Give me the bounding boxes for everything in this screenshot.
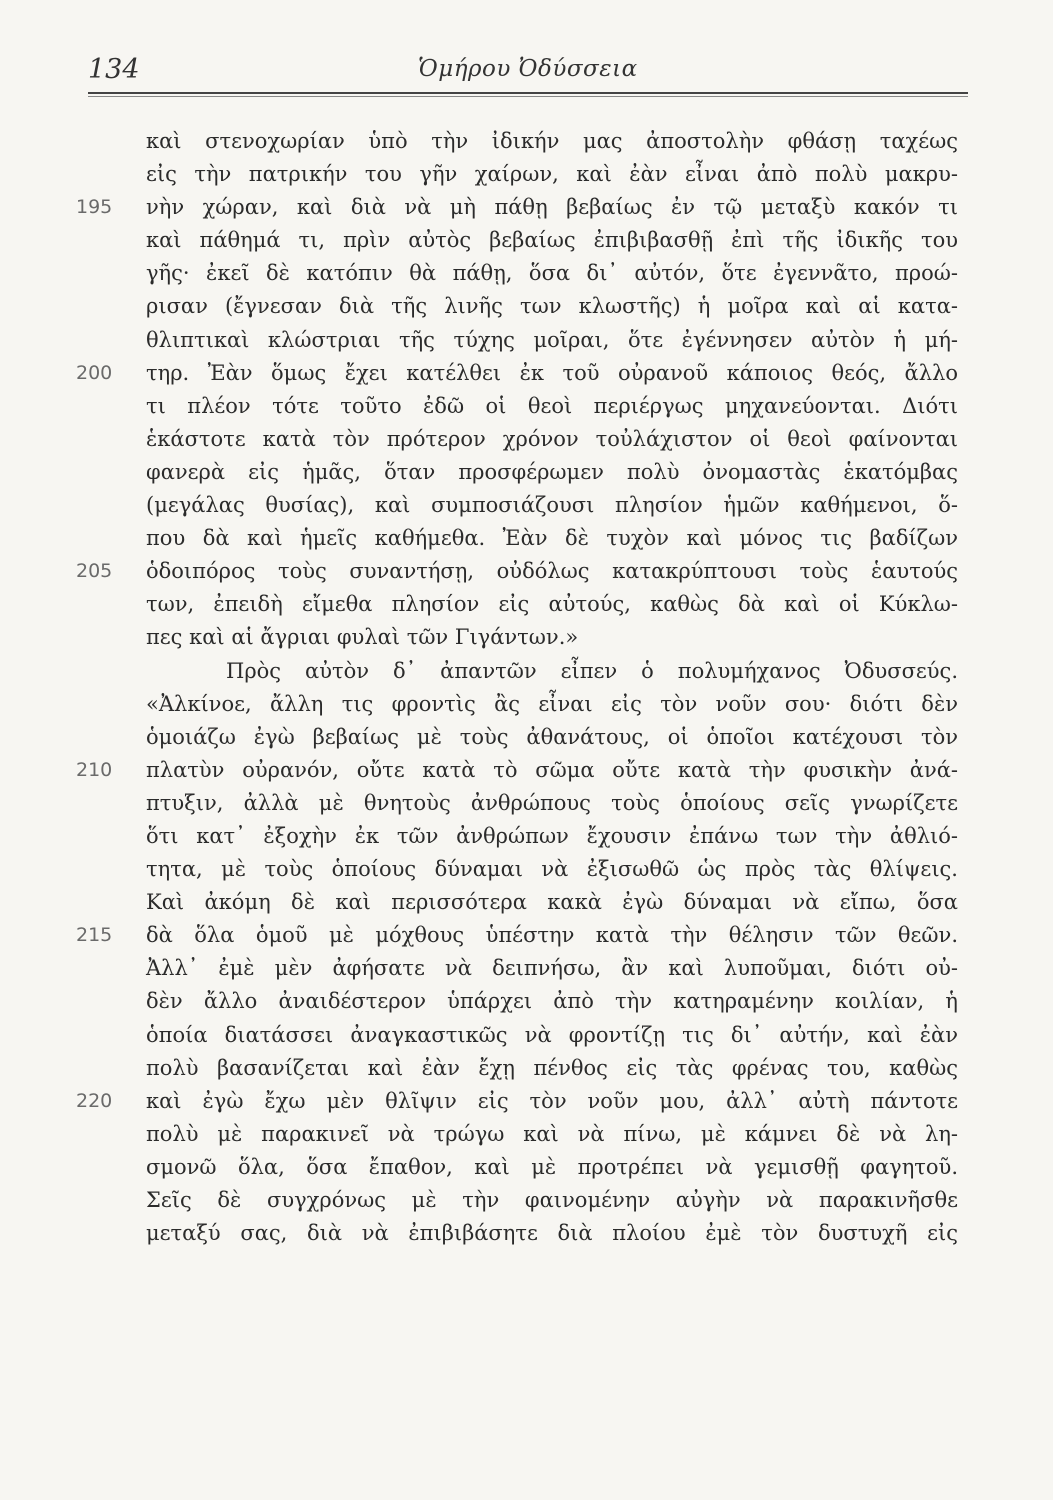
text-line bbox=[146, 1217, 958, 1250]
text-line bbox=[146, 489, 958, 522]
text-line bbox=[146, 952, 958, 985]
line-text: ἑκάστοτε κατὰ τὸν πρότερον χρόνον τοὐλάχιστον οἱ θεοὶ φαίνονται bbox=[146, 426, 958, 451]
text-line bbox=[76, 1085, 958, 1118]
text-line bbox=[146, 158, 958, 191]
line-text: εἰς τὴν πατρικήν του γῆν χαίρων, καὶ ἐὰν εἶναι ἀπὸ πολὺ μακρυ- bbox=[146, 162, 958, 187]
line-text: ρισαν (ἔγνεσαν διὰ τῆς λινῆς των κλωστῆς) ἡ μοῖρα καὶ αἱ κατα- bbox=[146, 294, 958, 319]
line-text: καὶ πάθημά τι, πρὶν αὐτὸς βεβαίως ἐπιβιβασθῇ ἐπὶ τῆς ἰδικῆς του bbox=[146, 228, 958, 253]
line-text: καὶ στενοχωρίαν ὑπὸ τὴν ἰδικήν μας ἀποστολὴν φθάσῃ ταχέως bbox=[146, 129, 958, 153]
text-line bbox=[146, 621, 958, 654]
line-number: 195 bbox=[76, 196, 113, 219]
line-text: Πρὸς αὐτὸν δ᾽ ἀπαντῶν εἶπεν ὁ πολυμήχανος Ὀδυσσεύς. bbox=[226, 658, 958, 683]
text-line bbox=[146, 290, 958, 323]
body-text bbox=[76, 125, 958, 1250]
text-line bbox=[146, 390, 958, 423]
text-line bbox=[146, 224, 958, 257]
line-text: καὶ ἐγὼ ἔχω μὲν θλῖψιν εἰς τὸν νοῦν μου, ἀλλ᾽ αὐτὴ πάντοτε bbox=[146, 1088, 958, 1113]
line-text: πτυξιν, ἀλλὰ μὲ θνητοὺς ἀνθρώπους τοὺς ὁποίους σεῖς γνωρίζετε bbox=[146, 790, 958, 815]
text-line bbox=[146, 1184, 958, 1217]
line-text: φανερὰ εἰς ἡμᾶς, ὅταν προσφέρωμεν πολὺ ὀνομαστὰς ἑκατόμβας bbox=[146, 459, 958, 484]
line-text: ὁμοιάζω ἐγὼ βεβαίως μὲ τοὺς ἀθανάτους, οἱ ὁποῖοι κατέχουσι τὸν bbox=[146, 724, 958, 749]
text-line bbox=[146, 588, 958, 621]
line-text: ὁδοιπόρος τοὺς συναντήσῃ, οὐδόλως κατακρύπτουσι τοὺς ἑαυτούς bbox=[146, 559, 958, 584]
header-rule-thin bbox=[88, 96, 968, 97]
text-line bbox=[146, 787, 958, 820]
text-line bbox=[76, 357, 958, 390]
line-text: δὲν ἄλλο ἀναιδέστερον ὑπάρχει ἀπὸ τὴν κατηραμένην κοιλίαν, ἡ bbox=[146, 989, 958, 1014]
text-line bbox=[146, 1118, 958, 1151]
text-line bbox=[146, 1151, 958, 1184]
line-text: πλατὺν οὐρανόν, οὔτε κατὰ τὸ σῶμα οὔτε κατὰ τὴν φυσικὴν ἀνά- bbox=[146, 757, 958, 782]
text-line bbox=[146, 886, 958, 919]
line-text: μεταξύ σας, διὰ νὰ ἐπιβιβάσητε διὰ πλοίου ἐμὲ τὸν δυστυχῆ εἰς bbox=[146, 1221, 958, 1246]
page-number: 134 bbox=[88, 54, 140, 85]
text-line bbox=[146, 655, 958, 688]
running-title: Ὁμήρου Ὀδύσσεια bbox=[418, 56, 638, 82]
line-text: γῆς· ἐκεῖ δὲ κατόπιν θὰ πάθῃ, ὅσα δι᾽ αὐτόν, ὅτε ἐγεννᾶτο, προώ- bbox=[146, 261, 958, 286]
line-text: ὁποία διατάσσει ἀναγκαστικῶς νὰ φροντίζῃ τις δι᾽ αὐτήν, καὶ ἐὰν bbox=[146, 1022, 958, 1047]
text-line bbox=[146, 522, 958, 555]
line-text: των, ἐπειδὴ εἴμεθα πλησίον εἰς αὐτούς, καθὼς δὰ καὶ οἱ Κύκλω- bbox=[146, 592, 958, 617]
line-text: ὅτι κατ᾽ ἐξοχὴν ἐκ τῶν ἀνθρώπων ἔχουσιν ἐπάνω των τὴν ἀθλιό- bbox=[146, 823, 958, 848]
line-text: Σεῖς δὲ συγχρόνως μὲ τὴν φαινομένην αὐγὴν νὰ παρακινῆσθε bbox=[146, 1188, 958, 1212]
text-line bbox=[76, 555, 958, 588]
line-text: σμονῶ ὅλα, ὅσα ἔπαθον, καὶ μὲ προτρέπει νὰ γεμισθῇ φαγητοῦ. bbox=[146, 1154, 958, 1179]
line-text: τι πλέον τότε τοῦτο ἐδῶ οἱ θεοὶ περιέργως μηχανεύονται. Διότι bbox=[146, 393, 958, 418]
line-text: πολὺ βασανίζεται καὶ ἐὰν ἔχῃ πένθος εἰς τὰς φρένας του, καθὼς bbox=[146, 1055, 958, 1080]
line-text: τηρ. Ἐὰν ὅμως ἔχει κατέλθει ἐκ τοῦ οὐρανοῦ κάποιος θεός, ἄλλο bbox=[146, 360, 958, 385]
line-number: 220 bbox=[76, 1089, 113, 1112]
line-number: 210 bbox=[76, 758, 113, 781]
line-text: που δὰ καὶ ἡμεῖς καθήμεθα. Ἐὰν δὲ τυχὸν καὶ μόνος τις βαδίζων bbox=[146, 526, 958, 551]
text-line bbox=[146, 721, 958, 754]
line-text: πολὺ μὲ παρακινεῖ νὰ τρώγω καὶ νὰ πίνω, μὲ κάμνει δὲ νὰ λη- bbox=[146, 1121, 958, 1146]
line-text: τητα, μὲ τοὺς ὁποίους δύναμαι νὰ ἐξισωθῶ ὡς πρὸς τὰς θλίψεις. bbox=[146, 857, 958, 882]
line-text: «Ἀλκίνοε, ἄλλη τις φροντὶς ἂς εἶναι εἰς τὸν νοῦν σου· διότι δὲν bbox=[146, 691, 958, 716]
text-line bbox=[76, 754, 958, 787]
line-text: θλιπτικαὶ κλώστριαι τῆς τύχης μοῖραι, ὅτε ἐγέννησεν αὐτὸν ἡ μή- bbox=[146, 327, 958, 352]
line-text: (μεγάλας θυσίας), καὶ συμποσιάζουσι πλησίον ἡμῶν καθήμενοι, ὅ- bbox=[146, 493, 958, 518]
line-number: 215 bbox=[76, 924, 113, 947]
page-header bbox=[88, 54, 968, 94]
text-line bbox=[146, 853, 958, 886]
text-line bbox=[146, 324, 958, 357]
text-line bbox=[76, 919, 958, 952]
text-line bbox=[146, 820, 958, 853]
line-text: δὰ ὅλα ὁμοῦ μὲ μόχθους ὑπέστην κατὰ τὴν θέλησιν τῶν θεῶν. bbox=[146, 923, 958, 948]
line-text: πες καὶ αἱ ἄγριαι φυλαὶ τῶν Γιγάντων.» bbox=[146, 625, 579, 650]
text-line bbox=[146, 257, 958, 290]
text-line bbox=[146, 125, 958, 158]
text-line bbox=[146, 688, 958, 721]
text-line bbox=[76, 191, 958, 224]
line-text: Ἀλλ᾽ ἐμὲ μὲν ἀφήσατε νὰ δειπνήσω, ἂν καὶ λυποῦμαι, διότι οὐ- bbox=[146, 956, 958, 981]
line-text: Καὶ ἀκόμη δὲ καὶ περισσότερα κακὰ ἐγὼ δύναμαι νὰ εἴπω, ὅσα bbox=[146, 890, 958, 915]
line-number: 200 bbox=[76, 361, 113, 384]
text-line bbox=[146, 423, 958, 456]
line-text: νὴν χώραν, καὶ διὰ νὰ μὴ πάθῃ βεβαίως ἐν τῷ μεταξὺ κακόν τι bbox=[146, 195, 958, 220]
header-rule bbox=[88, 92, 968, 94]
text-line bbox=[146, 985, 958, 1018]
text-line bbox=[146, 1052, 958, 1085]
text-line bbox=[146, 1019, 958, 1052]
line-number: 205 bbox=[76, 560, 113, 583]
text-line bbox=[146, 456, 958, 489]
